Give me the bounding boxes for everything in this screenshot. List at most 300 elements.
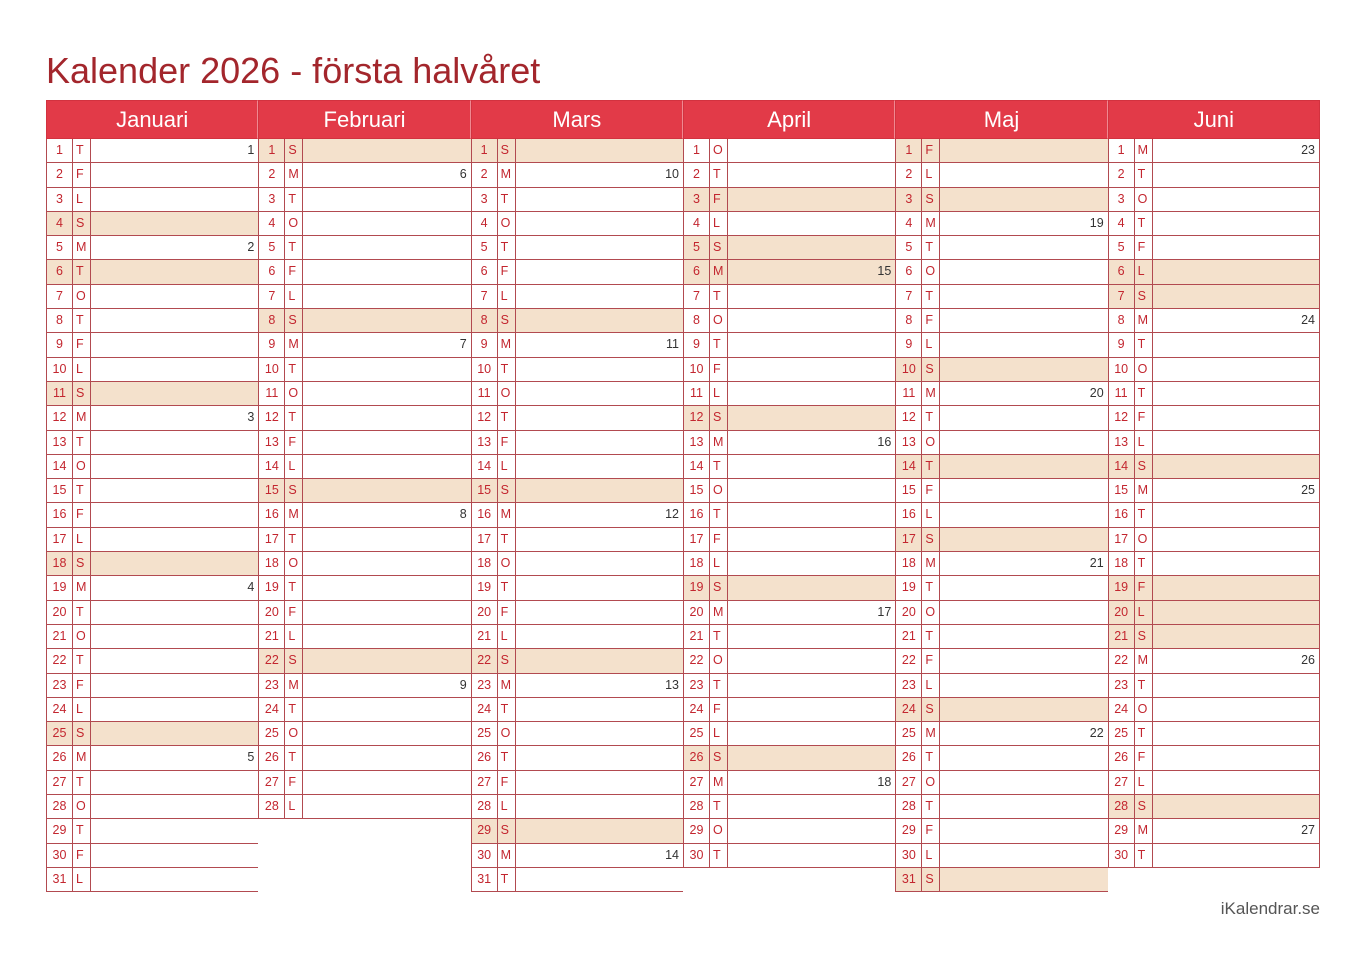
day-number: 7 [472,285,498,308]
day-row [896,285,1107,309]
day-number: 29 [47,819,73,842]
day-number: 11 [896,382,922,405]
day-row [684,236,895,260]
day-row [47,406,258,430]
week-number [1153,285,1319,308]
day-row [684,212,895,236]
day-row [1109,285,1319,309]
weekday-letter: L [1135,771,1153,794]
week-number [940,503,1107,526]
day-number: 10 [47,358,73,381]
week-number [940,601,1107,624]
day-number: 21 [1109,625,1135,648]
weekday-letter: M [710,260,728,283]
day-row [1109,528,1319,552]
week-number [940,406,1107,429]
day-number: 2 [896,163,922,186]
day-number: 9 [259,333,285,356]
week-number [728,382,895,405]
day-row [259,479,470,503]
weekday-letter: T [285,698,303,721]
week-number [940,576,1107,599]
week-number [516,479,683,502]
week-number [516,552,683,575]
day-number: 14 [684,455,710,478]
day-row [472,674,683,698]
weekday-letter: M [73,576,91,599]
week-number [516,795,683,818]
weekday-letter: T [285,576,303,599]
week-number [516,285,683,308]
week-number [1153,795,1319,818]
day-number: 11 [259,382,285,405]
week-number [516,431,683,454]
day-number: 6 [472,260,498,283]
day-row [47,649,258,673]
day-number: 13 [1109,431,1135,454]
week-number: 12 [665,507,679,522]
day-number: 20 [684,601,710,624]
day-row [684,795,895,819]
day-number: 1 [472,139,498,162]
day-number: 11 [684,382,710,405]
week-number: 17 [877,604,892,619]
weekday-letter: T [922,455,940,478]
month-header: Juni [1108,100,1320,139]
day-number: 31 [47,868,73,891]
footer-brand: iKalendrar.se [1220,899,1320,918]
day-number: 6 [684,260,710,283]
day-row [259,163,470,187]
day-number: 17 [684,528,710,551]
day-number: 27 [684,771,710,794]
week-number: 26 [1301,653,1315,668]
day-number: 10 [896,358,922,381]
weekday-letter: T [1135,212,1153,235]
day-row [684,844,895,868]
day-number: 23 [684,674,710,697]
day-row [684,528,895,552]
day-number: 17 [472,528,498,551]
day-number: 28 [47,795,73,818]
week-number [303,746,470,769]
day-number: 23 [259,674,285,697]
week-number [516,649,683,672]
weekday-letter: L [285,625,303,648]
week-number [1153,358,1319,381]
weekday-letter: T [498,576,516,599]
day-number: 14 [896,455,922,478]
week-number [91,163,258,186]
weekday-letter: O [1135,358,1153,381]
week-number [728,503,895,526]
day-number: 21 [684,625,710,648]
weekday-letter: S [1135,455,1153,478]
day-number: 17 [896,528,922,551]
weekday-letter: T [1135,844,1153,867]
day-row [684,649,895,673]
weekday-letter: M [1135,649,1153,672]
weekday-letter: T [498,746,516,769]
day-number: 16 [259,503,285,526]
weekday-letter: F [285,260,303,283]
day-row [896,139,1107,163]
weekday-letter: F [922,139,940,162]
week-number [940,139,1107,162]
day-row [259,455,470,479]
day-number: 8 [896,309,922,332]
day-row [684,503,895,527]
week-number [303,406,470,429]
weekday-letter: M [1135,819,1153,842]
day-number: 25 [896,722,922,745]
weekday-letter: M [922,722,940,745]
day-number: 22 [472,649,498,672]
weekday-letter: T [1135,333,1153,356]
day-row [47,163,258,187]
day-row [472,528,683,552]
weekday-letter: L [498,795,516,818]
day-row [896,260,1107,284]
day-number: 7 [259,285,285,308]
day-row [259,771,470,795]
day-list [471,139,683,892]
week-number [303,358,470,381]
weekday-letter: O [922,431,940,454]
day-number: 26 [684,746,710,769]
day-number: 18 [684,552,710,575]
weekday-letter: L [922,163,940,186]
day-row [684,163,895,187]
day-number: 15 [259,479,285,502]
day-row [259,649,470,673]
day-number: 11 [47,382,73,405]
month-header: Mars [471,100,683,139]
week-number [728,746,895,769]
weekday-letter: T [922,746,940,769]
week-number [91,868,258,891]
week-number [91,771,258,794]
weekday-letter: T [73,139,91,162]
weekday-letter: L [498,625,516,648]
week-number [728,236,895,259]
week-number [303,601,470,624]
day-row [259,674,470,698]
day-list [258,139,470,819]
week-number [303,576,470,599]
day-row [259,285,470,309]
week-number: 13 [665,677,679,692]
week-number [91,601,258,624]
day-number: 13 [896,431,922,454]
weekday-letter: L [498,455,516,478]
week-number [91,188,258,211]
week-number [940,674,1107,697]
day-number: 3 [684,188,710,211]
day-row [684,698,895,722]
weekday-letter: M [922,382,940,405]
weekday-letter: L [710,722,728,745]
week-number [303,698,470,721]
day-row [896,795,1107,819]
day-number: 28 [472,795,498,818]
day-number: 22 [684,649,710,672]
day-row [684,358,895,382]
weekday-letter: T [922,406,940,429]
day-number: 15 [47,479,73,502]
day-number: 19 [47,576,73,599]
month-column-maj [895,100,1107,892]
day-row [896,406,1107,430]
day-row [259,698,470,722]
weekday-letter: F [1135,746,1153,769]
week-number [91,260,258,283]
weekday-letter: T [498,698,516,721]
week-number [940,698,1107,721]
day-row [896,722,1107,746]
day-row [472,503,683,527]
day-row [47,722,258,746]
day-number: 19 [259,576,285,599]
weekday-letter: O [710,819,728,842]
day-row [896,552,1107,576]
day-number: 27 [896,771,922,794]
weekday-letter: T [285,236,303,259]
day-number: 5 [1109,236,1135,259]
day-number: 9 [684,333,710,356]
day-row [684,139,895,163]
weekday-letter: O [922,260,940,283]
weekday-letter: S [1135,625,1153,648]
weekday-letter: S [285,309,303,332]
weekday-letter: F [1135,236,1153,259]
weekday-letter: S [73,212,91,235]
week-number [91,674,258,697]
day-row [47,552,258,576]
day-row [684,431,895,455]
weekday-letter: M [498,674,516,697]
day-row [684,746,895,770]
day-row [472,746,683,770]
week-number [940,285,1107,308]
day-row [1109,795,1319,819]
day-number: 29 [684,819,710,842]
week-number [516,358,683,381]
weekday-letter: S [285,139,303,162]
week-number [1153,188,1319,211]
day-row [472,698,683,722]
day-number: 25 [259,722,285,745]
week-number [516,746,683,769]
week-number: 22 [1089,726,1104,741]
day-row [896,746,1107,770]
day-number: 23 [472,674,498,697]
week-number: 14 [665,847,679,862]
day-row [47,431,258,455]
weekday-letter: O [73,285,91,308]
week-number [303,552,470,575]
day-number: 20 [47,601,73,624]
weekday-letter: F [710,358,728,381]
week-number [728,479,895,502]
month-header: April [683,100,895,139]
day-number: 14 [1109,455,1135,478]
day-number: 1 [259,139,285,162]
week-number [516,406,683,429]
week-number [728,163,895,186]
weekday-letter: O [498,212,516,235]
weekday-letter: O [73,795,91,818]
week-number [728,576,895,599]
day-row [259,188,470,212]
day-number: 7 [896,285,922,308]
day-number: 21 [259,625,285,648]
weekday-letter: T [73,649,91,672]
week-number [1153,431,1319,454]
day-row [1109,625,1319,649]
week-number [91,431,258,454]
day-number: 4 [259,212,285,235]
day-number: 1 [1109,139,1135,162]
weekday-letter: T [1135,722,1153,745]
day-number: 5 [684,236,710,259]
day-row [259,576,470,600]
day-row [684,552,895,576]
day-row [47,139,258,163]
weekday-letter: F [285,431,303,454]
weekday-letter: F [498,431,516,454]
day-row [1109,188,1319,212]
weekday-letter: F [1135,406,1153,429]
week-number [1153,601,1319,624]
week-number [728,722,895,745]
weekday-letter: T [73,819,91,842]
weekday-letter: T [73,309,91,332]
weekday-letter: M [710,771,728,794]
week-number [303,722,470,745]
day-number: 1 [896,139,922,162]
week-number [303,455,470,478]
weekday-letter: O [285,212,303,235]
day-number: 30 [47,844,73,867]
day-list [683,139,895,868]
day-row [896,674,1107,698]
day-row [896,236,1107,260]
day-row [896,382,1107,406]
weekday-letter: O [73,455,91,478]
day-row [47,455,258,479]
week-number [940,746,1107,769]
day-row [259,309,470,333]
day-row [472,771,683,795]
day-row [472,844,683,868]
weekday-letter: M [73,406,91,429]
day-row [684,333,895,357]
weekday-letter: S [73,552,91,575]
day-row [1109,649,1319,673]
day-number: 27 [47,771,73,794]
week-number [91,649,258,672]
day-number: 12 [684,406,710,429]
week-number [91,819,258,842]
weekday-letter: S [73,722,91,745]
week-number [1153,260,1319,283]
day-number: 5 [47,236,73,259]
week-number [516,236,683,259]
day-number: 13 [472,431,498,454]
day-row [1109,479,1319,503]
weekday-letter: S [710,406,728,429]
day-number: 9 [47,333,73,356]
week-number [1153,406,1319,429]
week-number [728,333,895,356]
day-row [1109,601,1319,625]
day-number: 3 [472,188,498,211]
day-number: 10 [1109,358,1135,381]
weekday-letter: T [285,406,303,429]
weekday-letter: T [285,528,303,551]
day-row [259,358,470,382]
day-number: 15 [896,479,922,502]
day-number: 20 [896,601,922,624]
day-number: 3 [47,188,73,211]
day-number: 5 [472,236,498,259]
weekday-letter: F [73,674,91,697]
day-number: 9 [472,333,498,356]
week-number: 25 [1301,483,1315,498]
weekday-letter: L [285,285,303,308]
day-number: 8 [259,309,285,332]
weekday-letter: M [922,552,940,575]
day-number: 19 [472,576,498,599]
week-number [940,528,1107,551]
day-number: 15 [1109,479,1135,502]
weekday-letter: T [73,479,91,502]
weekday-letter: L [922,674,940,697]
day-number: 30 [1109,844,1135,867]
day-row [896,601,1107,625]
week-number [728,455,895,478]
day-row [472,625,683,649]
day-row [896,212,1107,236]
day-row [47,795,258,819]
weekday-letter: T [922,795,940,818]
week-number [728,649,895,672]
day-number: 22 [896,649,922,672]
weekday-letter: T [922,285,940,308]
day-row [259,601,470,625]
weekday-letter: T [1135,552,1153,575]
day-row [259,212,470,236]
week-number [1153,552,1319,575]
week-number [303,188,470,211]
day-row [472,333,683,357]
day-row [47,333,258,357]
weekday-letter: F [285,601,303,624]
day-row [896,844,1107,868]
weekday-letter: M [285,333,303,356]
week-number [516,528,683,551]
week-number [940,163,1107,186]
day-number: 24 [684,698,710,721]
day-row [472,236,683,260]
week-number: 6 [459,167,467,182]
day-number: 24 [1109,698,1135,721]
day-row [472,212,683,236]
day-number: 22 [1109,649,1135,672]
day-number: 5 [259,236,285,259]
weekday-letter: L [285,455,303,478]
